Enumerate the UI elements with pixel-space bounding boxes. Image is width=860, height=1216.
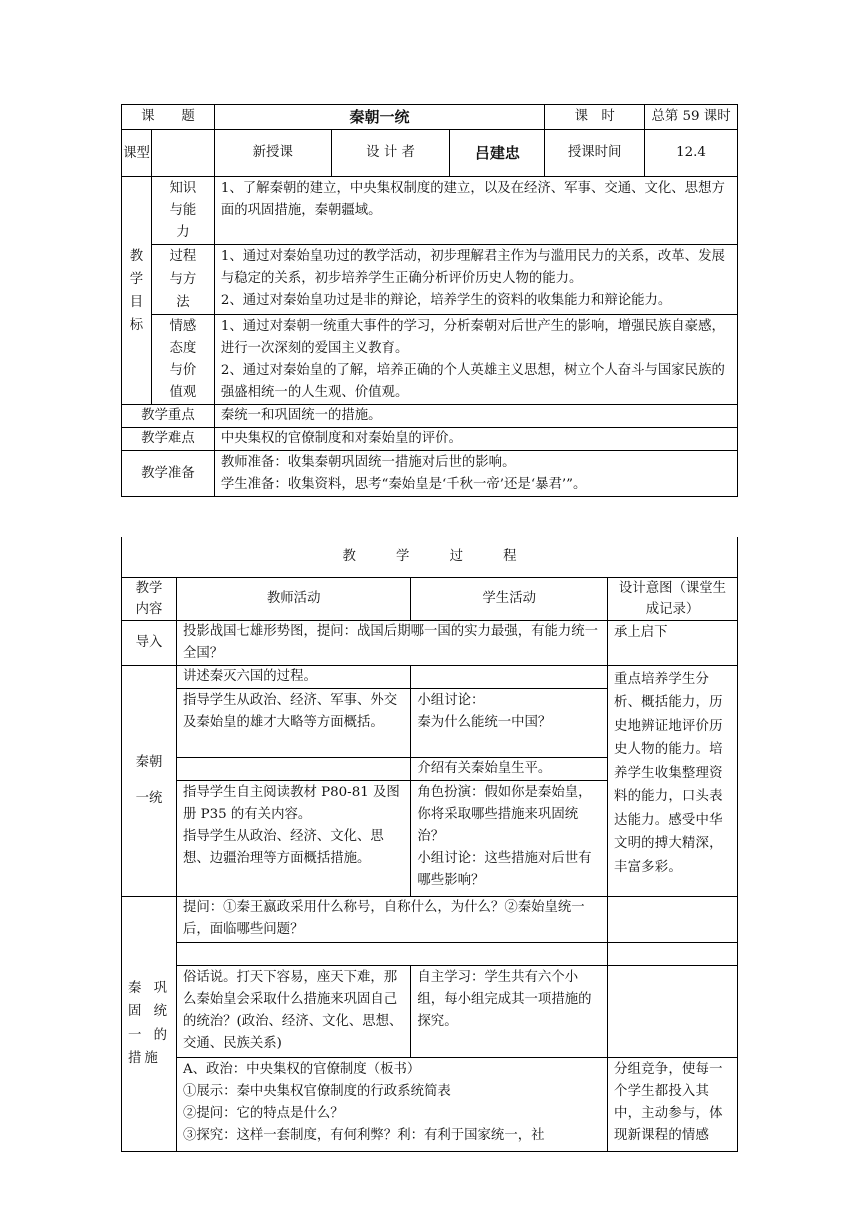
prep-label: 教学准备 — [122, 451, 215, 497]
unify-student-2a: 小组讨论： — [417, 692, 485, 708]
process-text — [214, 245, 737, 315]
teaching-time-value: 12.4 — [645, 130, 738, 177]
course-label: 课 题 — [122, 105, 215, 130]
emotion-text — [214, 315, 737, 405]
consolidate-label — [122, 896, 177, 1151]
emotion-text-2: 2、通过对秦始皇的了解，培养正确的个人英雄主义思想，树立个人奋斗与国家民族的强盛相统一的人生观、价值观。 — [220, 363, 725, 400]
unify-design: 重点培养学生分析、概括能力，历史地辨证地评价历史人物的能力。培养学生收集整理资料的能力，口头表达能力。感受中华文明的搏大精深，丰富多彩。 — [607, 665, 737, 896]
politics-line-3: ②提问：它的特点是什么？ — [182, 1105, 344, 1121]
col-design-text: 设计意图（课堂生成记录） — [618, 580, 727, 617]
prep-teacher: 教师准备：收集秦朝巩固统一措施对后世的影响。 — [220, 454, 516, 470]
consolidate-design-4: 分组竞争，使每一个学生都投入其中，主动参与，体现新课程的情感 — [607, 1057, 737, 1151]
lesson-type-value: 新授课 — [214, 130, 331, 177]
unify-teacher-2: 指导学生从政治、经济、军事、外交及秦始皇的雄才大略等方面概括。 — [176, 688, 410, 757]
teaching-goals-label-text: 教学目标 — [129, 248, 144, 333]
intro-design: 承上启下 — [607, 620, 737, 665]
unify-student-4 — [411, 780, 608, 896]
prep-text — [214, 451, 737, 497]
prep-student: 学生准备：收集资料，思考“秦始皇是‘千秋一帝’还是‘暴君’”。 — [220, 476, 587, 492]
consolidate-empty-row — [176, 942, 607, 965]
unify-student-2b: 秦为什么能统一中国？ — [417, 714, 552, 730]
unify-student-4a: 角色扮演：假如你是秦始皇，你将采取哪些措施来巩固统治？ — [417, 784, 592, 844]
col-design-header — [607, 577, 737, 620]
consolidate-teacher-2: 俗话说。打天下容易，座天下难，那么秦始皇会采取什么措施来巩固自己的统治？(政治、经济、文化、思想、交通、民族关系) — [176, 965, 410, 1057]
process-text-1: 1、通过对秦始皇功过的教学活动，初步理解君主作为与滥用民力的关系，改革、发展与稳定的关系，初步培养学生正确分析评价历史人物的能力。 — [220, 249, 725, 286]
col-content-header — [122, 577, 177, 620]
politics-line-1: A、政治：中央集权的官僚制度（板书） — [182, 1061, 421, 1077]
knowledge-label-text: 知识与能力 — [169, 180, 197, 240]
lesson-type-label: 课型 — [122, 130, 152, 177]
empty-cell — [151, 130, 214, 177]
process-text-2: 2、通过对秦始皇功过是非的辩论，培养学生的资料的收集能力和辩论能力。 — [220, 293, 672, 308]
process-label-text: 过程与方法 — [169, 249, 197, 310]
unify-student-2 — [411, 688, 608, 757]
politics-line-2: ①展示：秦中央集权官僚制度的行政系统简表 — [182, 1083, 451, 1099]
teaching-goals-label — [122, 177, 152, 405]
designer-label: 设 计 者 — [331, 130, 450, 177]
teaching-process-table — [121, 537, 738, 1152]
period-value: 总第 59 课时 — [645, 105, 738, 130]
consolidate-label-text: 秦巩固统一的措施 — [127, 980, 170, 1066]
focus-label: 教学重点 — [122, 405, 215, 428]
unify-teacher-4a: 指导学生自主阅读教材 P80-81 及图册 P35 的有关内容。 — [182, 784, 400, 822]
knowledge-text: 1、了解秦朝的建立，中央集权制度的建立，以及在经济、军事、交通、文化、思想方面的巩固措施，秦朝疆域。 — [214, 177, 737, 245]
unify-label — [122, 665, 177, 896]
col-content-text: 教学内容 — [135, 580, 163, 617]
consolidate-design-3 — [607, 965, 737, 1057]
intro-teacher: 投影战国七雄形势图，提问：战国后期哪一国的实力最强，有能力统一全国？ — [176, 620, 607, 665]
col-teacher-header: 教师活动 — [176, 577, 410, 620]
consolidate-design-2 — [607, 942, 737, 965]
emotion-label — [151, 315, 214, 405]
col-student-header: 学生活动 — [411, 577, 608, 620]
unify-label-text: 秦朝一统 — [135, 754, 163, 806]
difficulty-text: 中央集权的官僚制度和对秦始皇的评价。 — [214, 428, 737, 451]
teaching-time-label: 授课时间 — [545, 130, 645, 177]
unify-teacher-4b: 指导学生从政治、经济、文化、思想、边疆治理等方面概括措施。 — [182, 828, 384, 866]
intro-label: 导入 — [122, 620, 177, 665]
lesson-plan-header-table — [121, 104, 738, 497]
process-title: 教 学 过 程 — [122, 537, 738, 577]
course-title: 秦朝一统 — [214, 105, 544, 130]
consolidate-question: 提问：①秦王嬴政采用什么称号，自称什么，为什么？②秦始皇统一后，面临哪些问题？ — [176, 896, 607, 942]
unify-student-4b: 小组讨论：这些措施对后世有哪些影响？ — [417, 850, 592, 888]
unify-student-1 — [411, 665, 608, 688]
unify-teacher-4 — [176, 780, 410, 896]
unify-teacher-1: 讲述秦灭六国的过程。 — [176, 665, 410, 688]
designer-name: 吕建忠 — [450, 130, 545, 177]
process-label — [151, 245, 214, 315]
politics-line-4: ③探究：这样一套制度，有何利弊？利：有利于国家统一，社 — [182, 1127, 545, 1143]
unify-student-3: 介绍有关秦始皇生平。 — [411, 757, 608, 780]
consolidate-student-2: 自主学习：学生共有六个小组，每小组完成其一项措施的探究。 — [411, 965, 608, 1057]
emotion-label-text: 情感态度与价值观 — [169, 318, 197, 400]
focus-text: 秦统一和巩固统一的措施。 — [214, 405, 737, 428]
consolidate-design-1 — [607, 896, 737, 942]
period-label: 课 时 — [545, 105, 645, 130]
consolidate-politics — [176, 1057, 607, 1151]
emotion-text-1: 1、通过对秦朝一统重大事件的学习，分析秦朝对后世产生的影响，增强民族自豪感，进行一次深刻的爱国主义教育。 — [220, 319, 725, 356]
knowledge-label — [151, 177, 214, 245]
unify-teacher-3 — [176, 757, 410, 780]
difficulty-label: 教学难点 — [122, 428, 215, 451]
